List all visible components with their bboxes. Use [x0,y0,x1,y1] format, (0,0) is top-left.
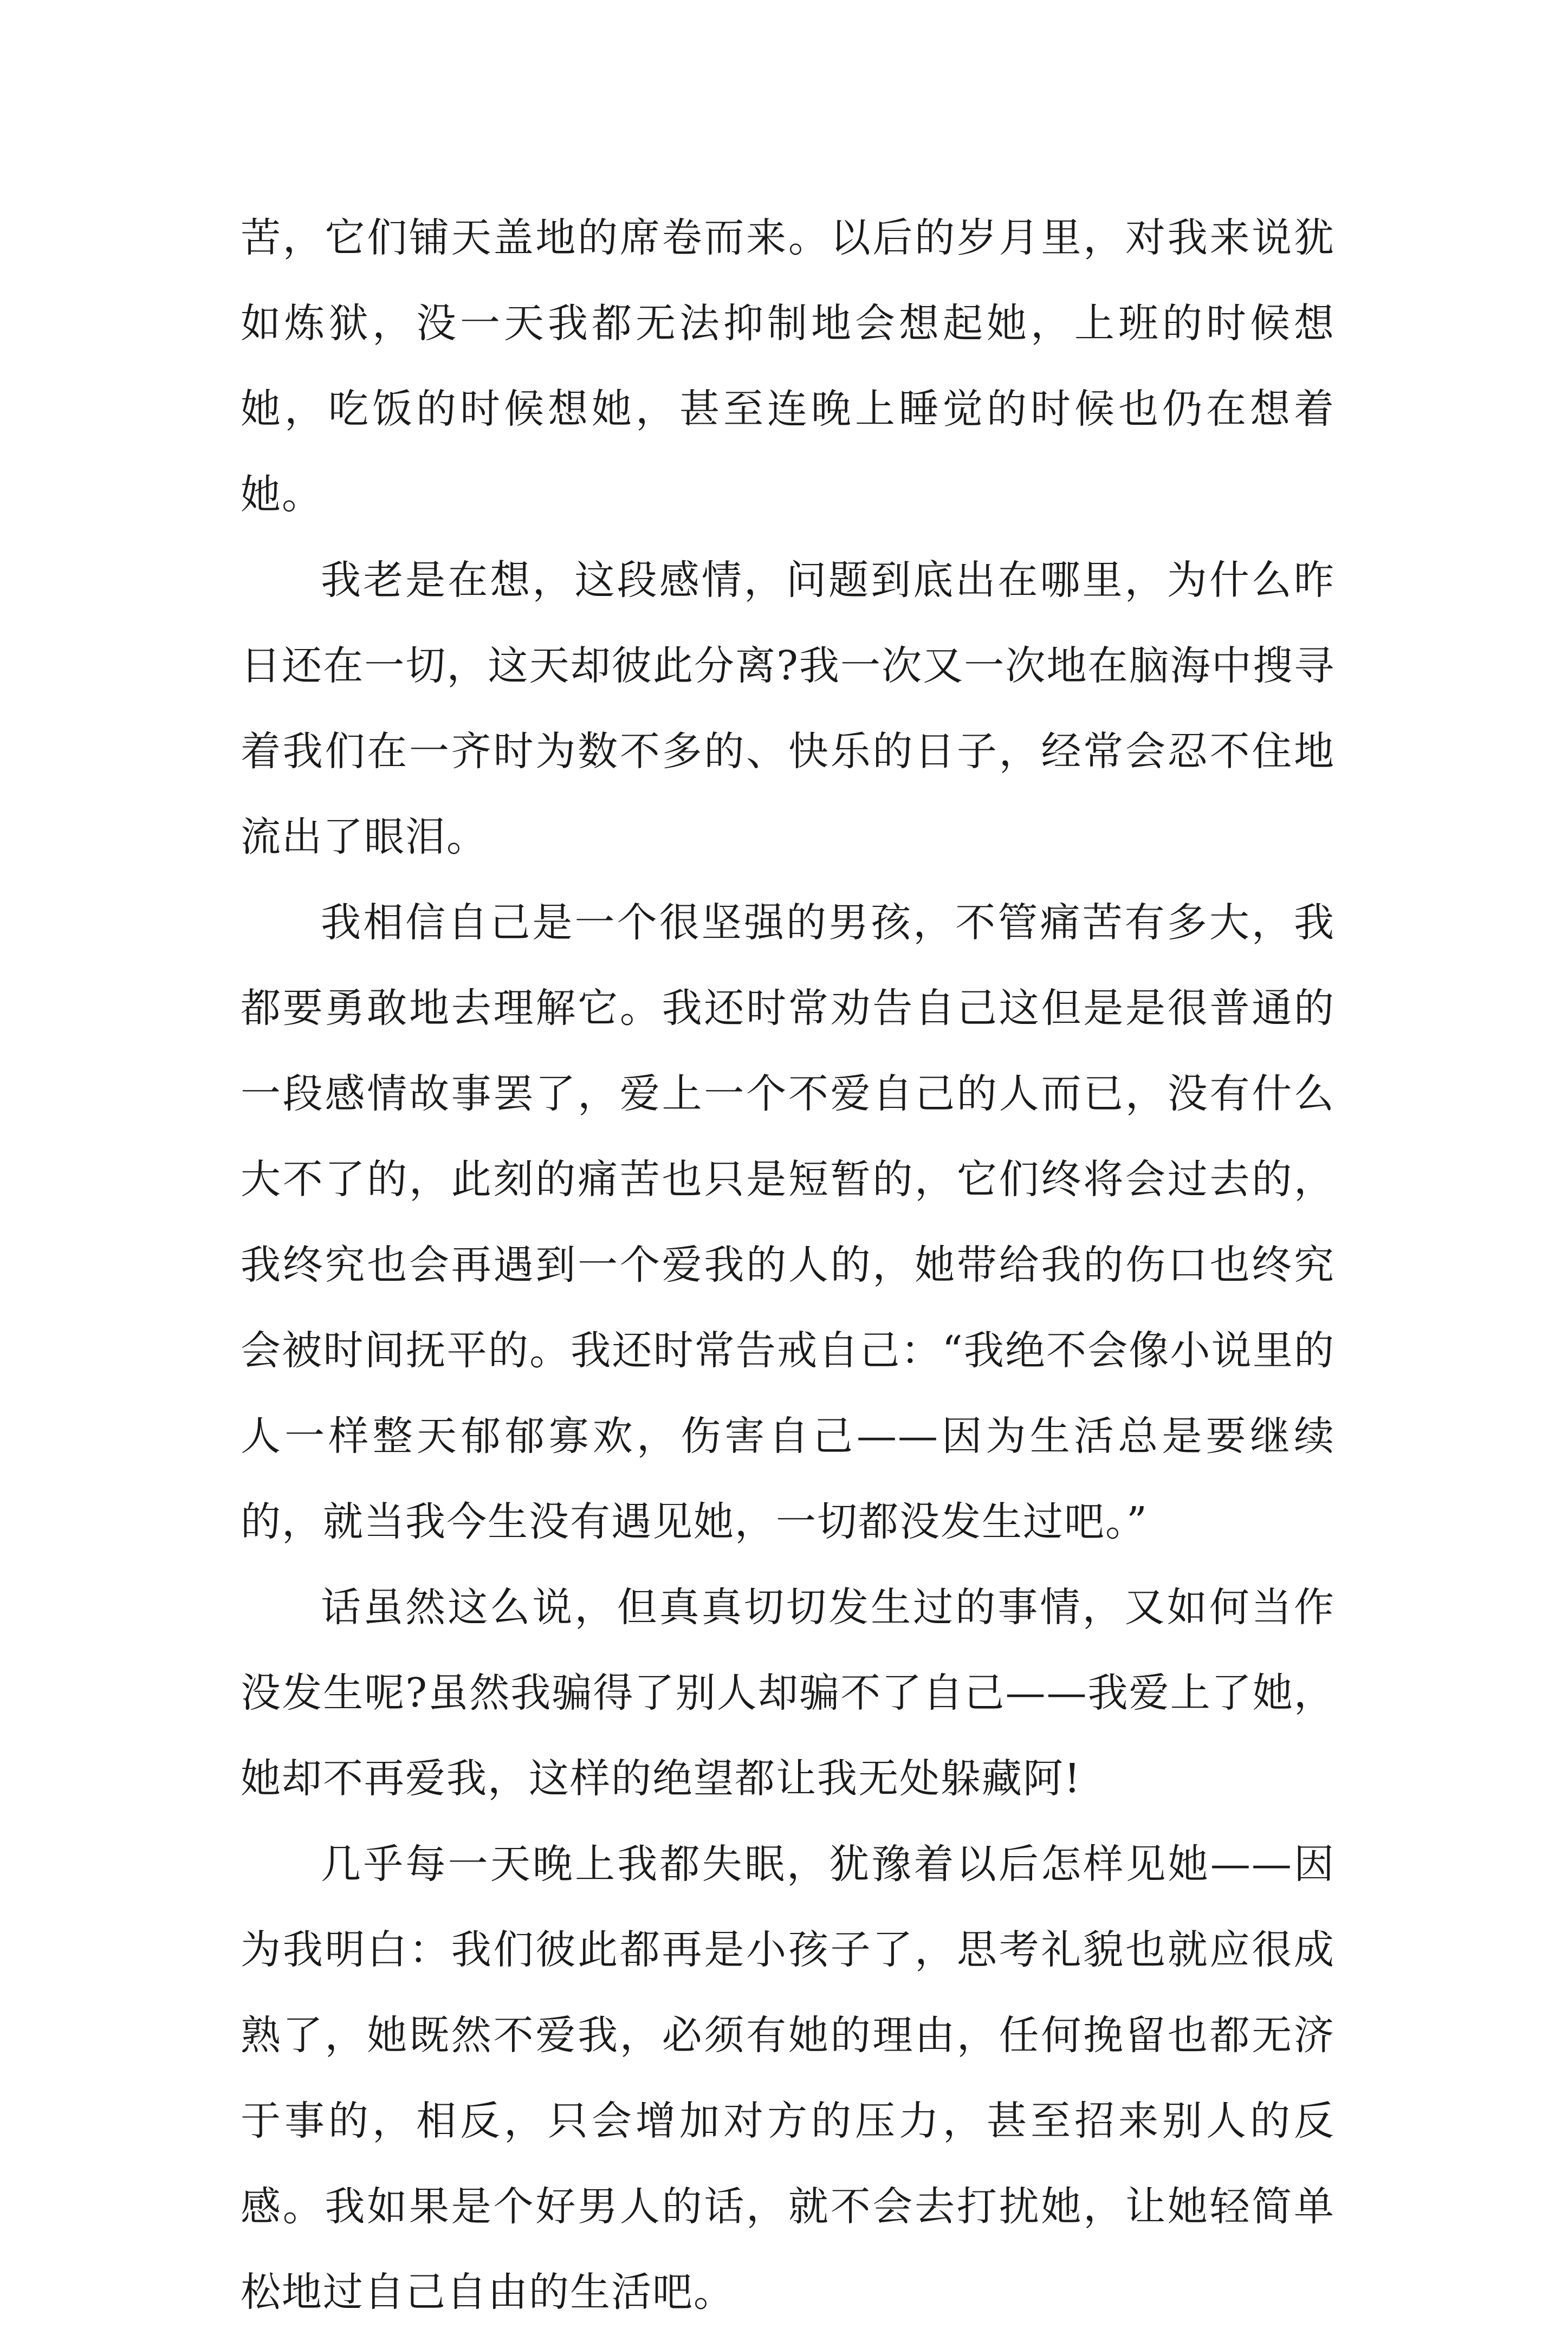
paragraph-2: 我老是在想，这段感情，问题到底出在哪里，为什么昨日还在一切，这天却彼此分离?我一次又一次地在脑海中搜寻着我们在一齐时为数不多的、快乐的日子，经常会忍不住地流出了眼泪。 [241,557,1335,860]
paragraph-1: 苦，它们铺天盖地的席卷而来。以后的岁月里，对我来说犹如炼狱，没一天我都无法抑制地会想起她，上班的时候想她，吃饭的时候想她，甚至连晚上睡觉的时候也仍在想着她。 [241,215,1335,518]
paragraph-5: 几乎每一天晚上我都失眠，犹豫着以后怎样见她——因为我明白：我们彼此都再是小孩子了，思考礼貌也就应很成熟了，她既然不爱我，必须有她的理由，任何挽留也都无济于事的，相反，只会增加对方的压力，甚至招来别人的反感。我如果是个好男人的话，就不会去打扰她，让她轻简单松地过自己自由的生活吧。 [241,1841,1335,2315]
paragraph-4: 话虽然这么说，但真真切切发生过的事情，又如何当作没发生呢?虽然我骗得了别人却骗不了自己——我爱上了她，她却不再爱我，这样的绝望都让我无处躲藏阿! [241,1584,1335,1802]
paragraph-3: 我相信自己是一个很坚强的男孩，不管痛苦有多大，我都要勇敢地去理解它。我还时常劝告自己这但是是很普通的一段感情故事罢了，爱上一个不爱自己的人而已，没有什么大不了的，此刻的痛苦也只是短暂的，它们终将会过去的，我终究也会再遇到一个爱我的人的，她带给我的伤口也终究会被时间抚平的。我还时常告戒自己：“我绝不会像小说里的人一样整天郁郁寡欢，伤害自己——因为生活总是要继续的，就当我今生没有遇见她，一切都没发生过吧。” [241,899,1335,1545]
document-body [241,195,1335,2335]
